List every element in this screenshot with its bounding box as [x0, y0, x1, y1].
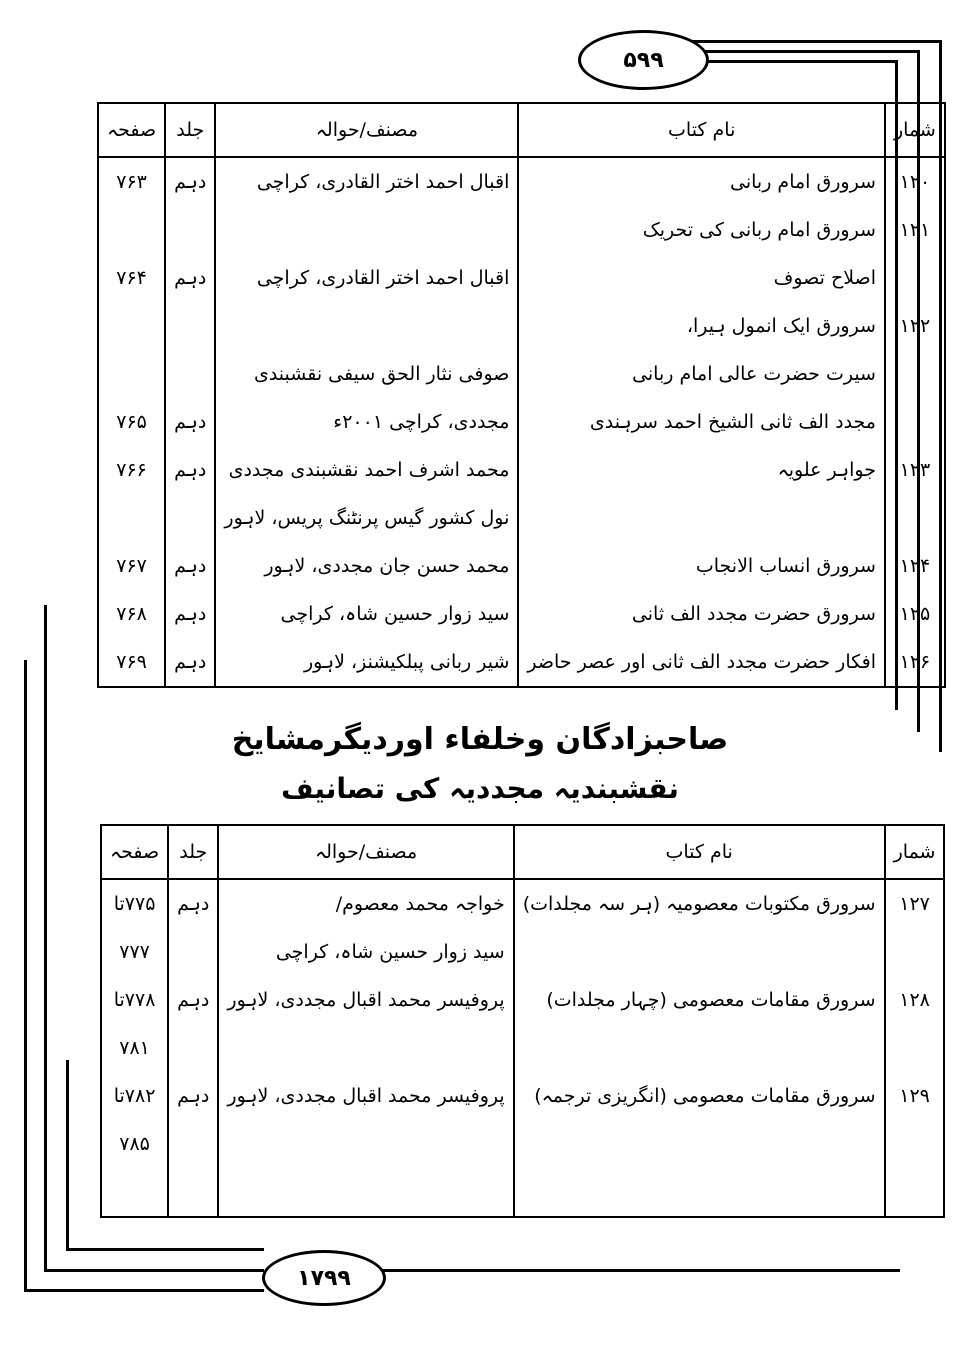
row-volume: دہم — [165, 590, 215, 638]
table-row — [101, 1072, 944, 1120]
row-serial: ۱۲۶ — [885, 638, 945, 687]
header-serial: شمار — [885, 825, 945, 879]
row-title: اصلاح تصوف — [518, 254, 885, 302]
row-volume — [165, 350, 215, 398]
frame-line — [44, 1269, 264, 1272]
row-page — [98, 350, 165, 398]
row-page — [98, 494, 165, 542]
row-volume: دہم — [165, 398, 215, 446]
row-author: محمد حسن جان مجددی، لاہور — [215, 542, 518, 590]
row-volume — [165, 302, 215, 350]
row-author: پروفیسر محمد اقبال مجددی، لاہور — [218, 1072, 513, 1120]
table-row — [98, 494, 945, 542]
row-serial — [885, 1120, 945, 1168]
row-volume: دہم — [168, 879, 218, 928]
row-title: جواہر علویہ — [518, 446, 885, 494]
row-volume: دہم — [165, 157, 215, 206]
row-serial: ۱۲۸ — [885, 976, 945, 1024]
header-title: نام کتاب — [514, 825, 885, 879]
table-row — [98, 206, 945, 254]
row-page — [98, 302, 165, 350]
frame-line — [690, 50, 920, 53]
row-serial: ۱۲۳ — [885, 446, 945, 494]
frame-line — [690, 40, 942, 43]
frame-line — [66, 1248, 264, 1251]
row-page — [101, 1168, 168, 1217]
section-heading-line-2: نقشبندیہ مجددیہ کی تصانیف — [281, 772, 679, 805]
row-serial: ۱۲۲ — [885, 302, 945, 350]
row-title: سرورق حضرت مجدد الف ثانی — [518, 590, 885, 638]
table-row — [98, 350, 945, 398]
table-row — [98, 446, 945, 494]
row-title: سرورق مقامات معصومی (انگریزی ترجمہ) — [514, 1072, 885, 1120]
frame-line — [24, 1289, 264, 1292]
row-author: پروفیسر محمد اقبال مجددی، لاہور — [218, 976, 513, 1024]
row-serial: ۱۲۵ — [885, 590, 945, 638]
row-serial: ۱۲۰ — [885, 157, 945, 206]
header-author: مصنف/حوالہ — [218, 825, 513, 879]
row-title — [514, 1024, 885, 1072]
row-author: محمد اشرف احمد نقشبندی مجددی — [215, 446, 518, 494]
row-title: سرورق مکتوبات معصومیہ (ہر سہ مجلدات) — [514, 879, 885, 928]
row-title: مجدد الف ثانی الشیخ احمد سرہندی — [518, 398, 885, 446]
catalog-table-2 — [100, 824, 945, 1218]
row-page: ۷۷۵تا — [101, 879, 168, 928]
table-row — [98, 542, 945, 590]
row-title: سرورق انساب الانجاب — [518, 542, 885, 590]
row-page: ۷۷۷ — [101, 928, 168, 976]
page-number-bottom: ۱۷۹۹ — [262, 1250, 386, 1306]
catalog-table-1 — [97, 102, 946, 688]
row-serial — [885, 398, 945, 446]
row-author: اقبال احمد اختر القادری، کراچی — [215, 254, 518, 302]
table-row — [101, 1168, 944, 1217]
frame-line — [690, 60, 898, 63]
row-serial: ۱۲۱ — [885, 206, 945, 254]
row-volume — [168, 1120, 218, 1168]
row-title — [514, 928, 885, 976]
row-author — [218, 1120, 513, 1168]
header-serial: شمار — [885, 103, 945, 157]
row-title — [518, 494, 885, 542]
row-page — [98, 206, 165, 254]
row-author: خواجہ محمد معصوم/ — [218, 879, 513, 928]
row-author — [218, 1168, 513, 1217]
row-title: سرورق ایک انمول ہیرا، — [518, 302, 885, 350]
row-serial — [885, 1024, 945, 1072]
row-title: سیرت حضرت عالی امام ربانی — [518, 350, 885, 398]
row-volume: دہم — [165, 254, 215, 302]
row-volume: دہم — [165, 446, 215, 494]
frame-line — [380, 1269, 900, 1272]
row-title: سرورق مقامات معصومی (چہار مجلدات) — [514, 976, 885, 1024]
row-title: افکار حضرت مجدد الف ثانی اور عصر حاضر — [518, 638, 885, 687]
row-title — [514, 1168, 885, 1217]
row-volume — [165, 206, 215, 254]
row-author: مجددی، کراچی ۲۰۰۱ء — [215, 398, 518, 446]
row-volume — [165, 494, 215, 542]
row-page: ۷۶۷ — [98, 542, 165, 590]
row-page: ۷۶۹ — [98, 638, 165, 687]
table-row — [98, 638, 945, 687]
row-title: سرورق امام ربانی — [518, 157, 885, 206]
table-header-row — [101, 825, 944, 879]
row-author: شیر ربانی پبلکیشنز، لاہور — [215, 638, 518, 687]
header-volume: جلد — [168, 825, 218, 879]
header-title: نام کتاب — [518, 103, 885, 157]
row-serial — [885, 494, 945, 542]
table-row — [98, 302, 945, 350]
row-serial: ۱۲۹ — [885, 1072, 945, 1120]
page-number-top: ۵۹۹ — [578, 30, 709, 90]
header-page: صفحہ — [98, 103, 165, 157]
row-author — [218, 1024, 513, 1072]
header-volume: جلد — [165, 103, 215, 157]
table-row — [101, 928, 944, 976]
row-volume: دہم — [168, 976, 218, 1024]
section-heading-line-1: صاحبزادگان وخلفاء اوردیگرمشایخ — [231, 722, 729, 757]
row-volume — [168, 1168, 218, 1217]
row-title: سرورق امام ربانی کی تحریک — [518, 206, 885, 254]
row-title — [514, 1120, 885, 1168]
frame-line — [66, 1060, 69, 1250]
row-volume — [168, 1024, 218, 1072]
row-page: ۷۷۸تا — [101, 976, 168, 1024]
row-page: ۷۶۴ — [98, 254, 165, 302]
row-volume: دہم — [168, 1072, 218, 1120]
row-page: ۷۶۶ — [98, 446, 165, 494]
row-page: ۷۸۲تا — [101, 1072, 168, 1120]
row-serial — [885, 1168, 945, 1217]
row-author — [215, 206, 518, 254]
table-row — [98, 590, 945, 638]
row-volume — [168, 928, 218, 976]
row-serial — [885, 254, 945, 302]
table-header-row — [98, 103, 945, 157]
header-page: صفحہ — [101, 825, 168, 879]
row-page: ۷۸۱ — [101, 1024, 168, 1072]
table-row — [101, 1024, 944, 1072]
row-serial — [885, 350, 945, 398]
table-row — [101, 1120, 944, 1168]
row-serial: ۱۲۴ — [885, 542, 945, 590]
row-page: ۷۶۸ — [98, 590, 165, 638]
table-row — [98, 398, 945, 446]
table-row — [101, 879, 944, 928]
header-author: مصنف/حوالہ — [215, 103, 518, 157]
row-page: ۷۸۵ — [101, 1120, 168, 1168]
row-page: ۷۶۵ — [98, 398, 165, 446]
table-row — [101, 976, 944, 1024]
row-volume: دہم — [165, 542, 215, 590]
row-author: صوفی نثار الحق سیفی نقشبندی — [215, 350, 518, 398]
table-row — [98, 254, 945, 302]
row-page: ۷۶۳ — [98, 157, 165, 206]
row-author: اقبال احمد اختر القادری، کراچی — [215, 157, 518, 206]
row-serial — [885, 928, 945, 976]
table-row — [98, 157, 945, 206]
row-author: سید زوار حسین شاہ، کراچی — [215, 590, 518, 638]
row-author — [215, 302, 518, 350]
frame-line — [44, 605, 47, 1272]
row-serial: ۱۲۷ — [885, 879, 945, 928]
row-author: نول کشور گیس پرنٹنگ پریس، لاہور — [215, 494, 518, 542]
row-author: سید زوار حسین شاہ، کراچی — [218, 928, 513, 976]
row-volume: دہم — [165, 638, 215, 687]
